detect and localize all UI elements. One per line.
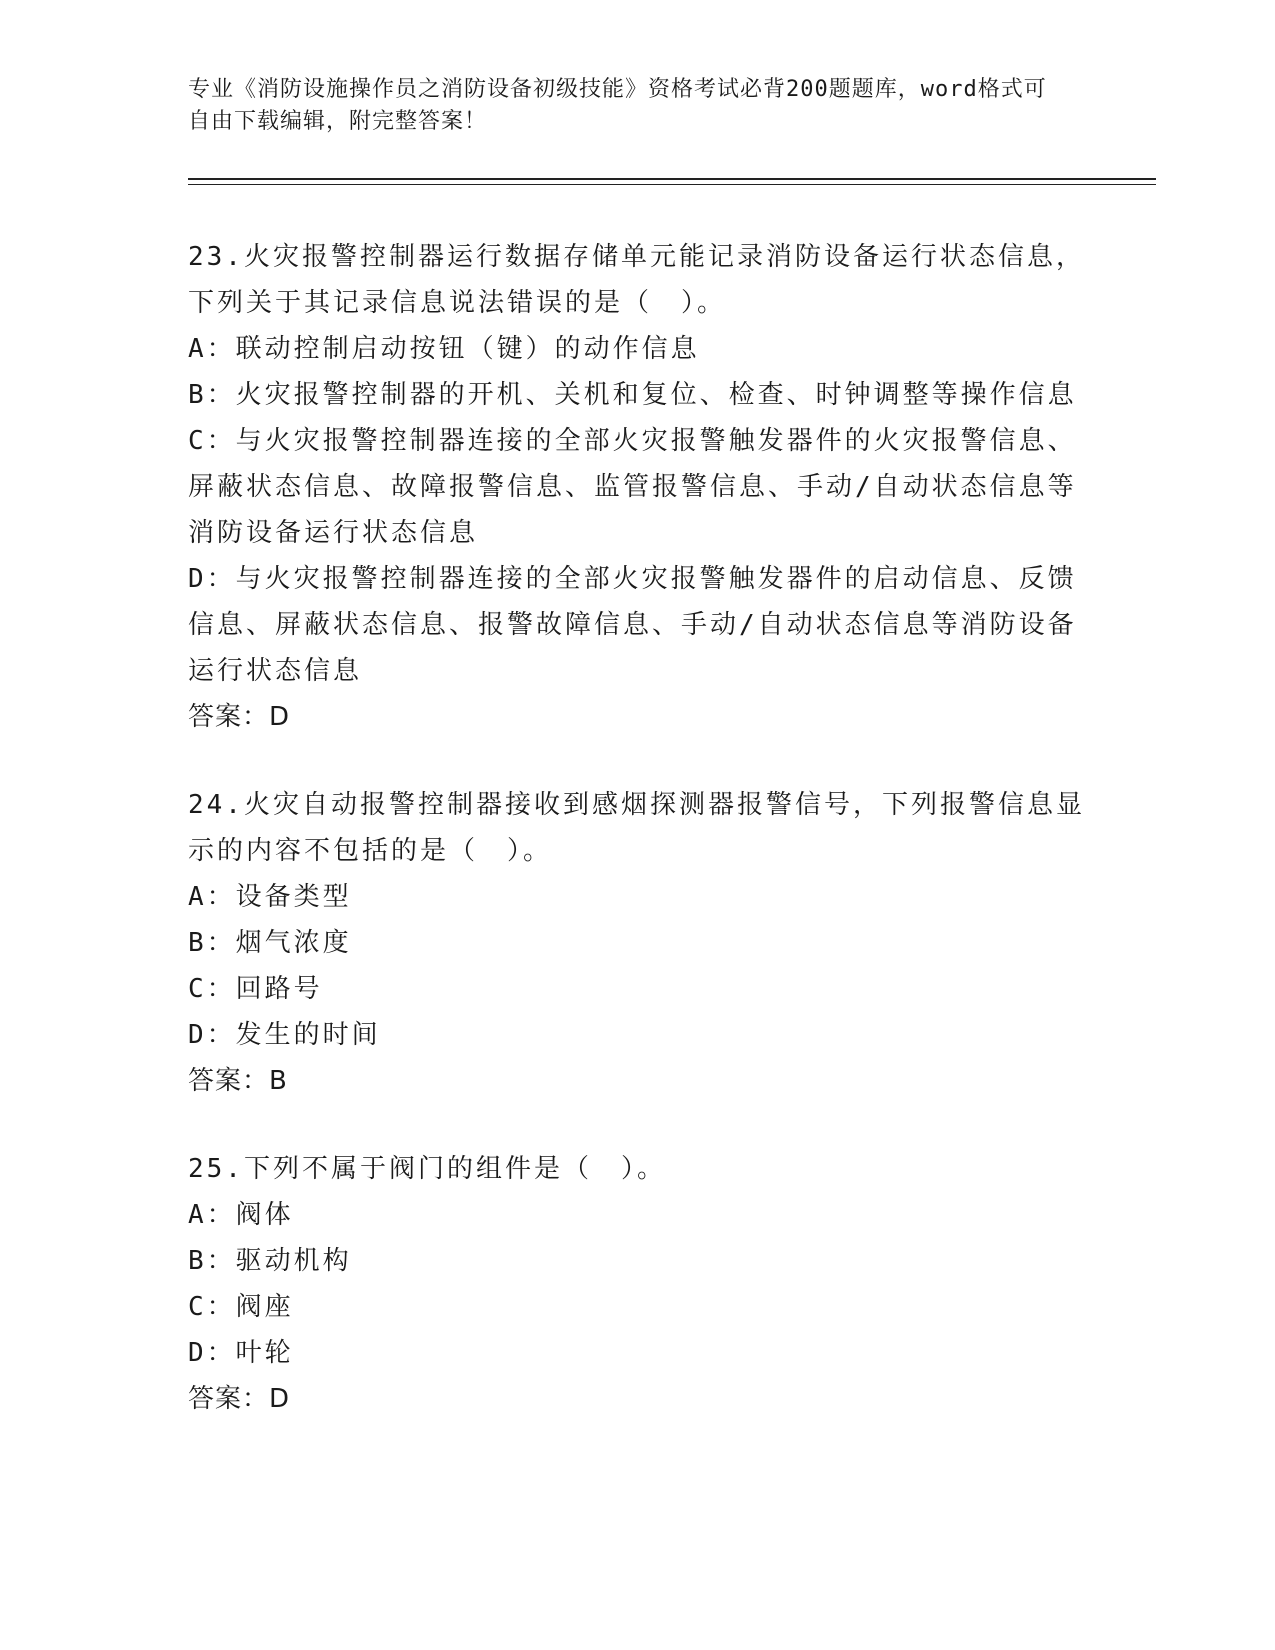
question-23 [188,234,1088,740]
answer-line: 答案：D [188,1384,291,1414]
option-b: B：烟气浓度 [188,928,352,958]
question-list [188,234,1088,1422]
document-header: 专业《消防设施操作员之消防设备初级技能》资格考试必背200题题库，word格式可自由下载编辑，附完整答案！ [188,77,1047,134]
option-b: B：火灾报警控制器的开机、关机和复位、检查、时钟调整等操作信息 [188,380,1077,410]
question-stem: 25.下列不属于阀门的组件是（ ）。 [188,1154,666,1184]
option-c: C：与火灾报警控制器连接的全部火灾报警触发器件的火灾报警信息、屏蔽状态信息、故障报警信息、监管报警信息、手动/自动状态信息等消防设备运行状态信息 [188,426,1077,548]
answer-line: 答案：B [188,1066,288,1096]
option-c: C：阀座 [188,1292,294,1322]
answer-line: 答案：D [188,702,291,732]
option-d: D：与火灾报警控制器连接的全部火灾报警触发器件的启动信息、反馈信息、屏蔽状态信息、报警故障信息、手动/自动状态信息等消防设备运行状态信息 [188,564,1077,686]
option-a: A：联动控制启动按钮（键）的动作信息 [188,334,700,364]
option-b: B：驱动机构 [188,1246,352,1276]
question-24 [188,782,1088,1104]
header-rule-thick [188,178,1156,180]
option-d: D：叶轮 [188,1338,294,1368]
header-rule-thin [188,184,1156,185]
question-stem: 23.火灾报警控制器运行数据存储单元能记录消防设备运行状态信息，下列关于其记录信息说法错误的是（ ）。 [188,242,1085,318]
option-d: D：发生的时间 [188,1020,381,1050]
option-c: C：回路号 [188,974,323,1004]
question-25 [188,1146,1088,1422]
option-a: A：阀体 [188,1200,294,1230]
option-a: A：设备类型 [188,882,352,912]
question-stem: 24.火灾自动报警控制器接收到感烟探测器报警信号，下列报警信息显示的内容不包括的是（ ）。 [188,790,1085,866]
